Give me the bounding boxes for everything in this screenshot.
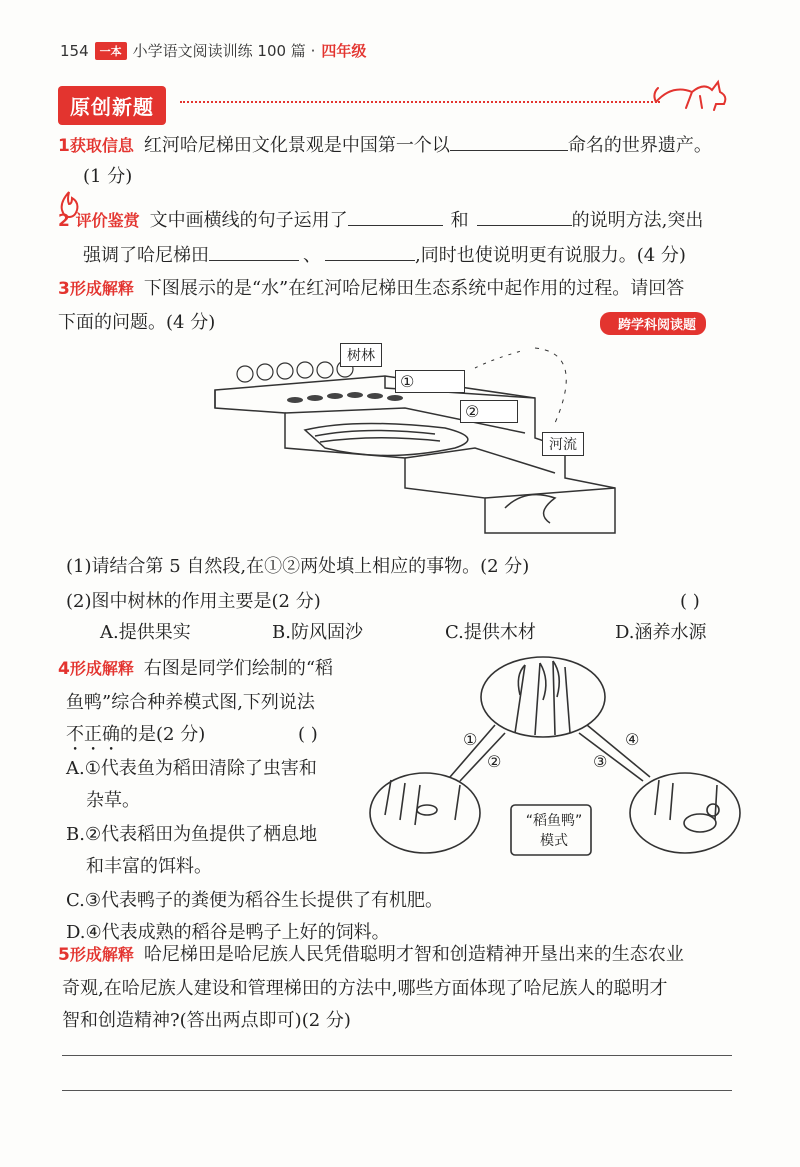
question-5 (58, 938, 758, 972)
question-tag: 获取信息 (69, 136, 134, 155)
answer-line-1[interactable] (62, 1055, 732, 1056)
question-4-line2: 鱼鸭”综合种养模式图,下列说法 (66, 692, 315, 713)
option-d[interactable]: D.④代表成熟的稻谷是鸭子上好的饲料。 (66, 922, 390, 943)
question-text: 红河哈尼梯田文化景观是中国第一个以 (143, 135, 450, 156)
question-1-score: (1 分) (83, 166, 133, 187)
option-b-line1[interactable]: B.②代表稻田为鱼提供了栖息地 (66, 824, 318, 845)
question-5-line2: 奇观,在哈尼族人建设和管理梯田的方法中,哪些方面体现了哈尼族人的聪明才 (62, 978, 668, 999)
question-text: 下图展示的是“水”在红河哈尼梯田生态系统中起作用的过程。请回答 (143, 278, 685, 299)
question-tag: 形成解释 (69, 279, 134, 298)
option-a[interactable]: A.提供果实 (100, 622, 191, 643)
option-a-line2: 杂草。 (86, 790, 140, 811)
option-b-line2: 和丰富的饵料。 (86, 856, 212, 877)
question-text: 的说明方法,突出 (571, 210, 704, 231)
answer-blank[interactable] (450, 128, 568, 151)
question-number: 4 (58, 659, 70, 679)
banner-dotted-line (180, 101, 660, 103)
question-4 (58, 652, 333, 686)
option-a-line1[interactable]: A.①代表鱼为稻田清除了虫害和 (66, 758, 317, 779)
question-text: 命名的世界遗产。 (567, 135, 712, 156)
page-number: 154 (60, 41, 89, 60)
option-c[interactable]: C.③代表鸭子的粪便为稻谷生长提供了有机肥。 (66, 890, 443, 911)
question-text: 哈尼梯田是哈尼族人民凭借聪明才智和创造精神开垦出来的生态农业 (143, 944, 684, 965)
diagram-label-forest: 树林 (340, 343, 382, 367)
answer-paren[interactable]: ( ) (680, 591, 700, 612)
question-text: 的是(2 分) (120, 724, 206, 745)
diagram-num-4: ④ (625, 730, 640, 749)
question-text: 右图是同学们绘制的“稻 (143, 658, 334, 679)
diagram-label-river: 河流 (542, 432, 584, 456)
question-tag: 形成解释 (69, 945, 134, 964)
question-text: ,同时也使说明更有说服力。(4 分) (415, 245, 686, 266)
question-1 (58, 128, 748, 163)
book-title: 小学语文阅读训练 100 篇 · (132, 42, 316, 60)
answer-blank[interactable] (348, 203, 443, 226)
option-c[interactable]: C.提供木材 (445, 622, 536, 643)
diagram-blank-1[interactable]: ① (395, 370, 465, 393)
question-tag: 形成解释 (69, 659, 134, 678)
diagram-num-3: ③ (593, 752, 608, 771)
question-number: 2 (58, 211, 70, 231)
question-5-line3: 智和创造精神?(答出两点即可)(2 分) (62, 1010, 351, 1031)
question-2-line2 (83, 238, 763, 273)
question-text: 强调了哈尼梯田 (83, 245, 209, 266)
option-d[interactable]: D.涵养水源 (615, 622, 707, 643)
question-tag: 评价鉴赏 (75, 211, 140, 230)
answer-blank[interactable] (209, 238, 299, 261)
answer-blank[interactable] (325, 238, 415, 261)
question-4-line3 (66, 718, 205, 755)
diagram-blank-2[interactable]: ② (460, 400, 518, 423)
emphasis-text: 不正确 (66, 724, 120, 745)
question-number: 1 (58, 136, 70, 156)
answer-blank[interactable] (477, 203, 572, 226)
question-text: 和 (450, 210, 469, 231)
question-text: 文中画横线的句子运用了 (149, 210, 348, 231)
question-text: 、 (303, 245, 321, 266)
page-header (60, 40, 366, 61)
option-b[interactable]: B.防风固沙 (272, 622, 363, 643)
question-2 (58, 203, 758, 238)
diagram-num-1: ① (463, 730, 478, 749)
diagram-center-label-1: “稻鱼鸭” (525, 813, 583, 829)
grade-label: 四年级 (321, 42, 367, 60)
answer-paren[interactable]: ( ) (298, 724, 318, 745)
diagram-center-label-2: 模式 (540, 833, 568, 849)
question-3-line2: 下面的问题。(4 分) (58, 312, 216, 333)
question-3 (58, 272, 758, 306)
cat-icon (652, 74, 732, 114)
answer-line-2[interactable] (62, 1090, 732, 1091)
question-3-sub1: (1)请结合第 5 自然段,在①②两处填上相应的事物。(2 分) (66, 556, 530, 577)
question-number: 3 (58, 279, 70, 299)
question-number: 5 (58, 945, 70, 965)
interdisciplinary-badge: 跨学科阅读题 (600, 312, 706, 335)
question-3-sub2: (2)图中树林的作用主要是(2 分) (66, 591, 321, 612)
brand-logo: 一本 (95, 42, 127, 60)
section-banner: 原创新题 (58, 86, 166, 125)
diagram-num-2: ② (487, 752, 502, 771)
